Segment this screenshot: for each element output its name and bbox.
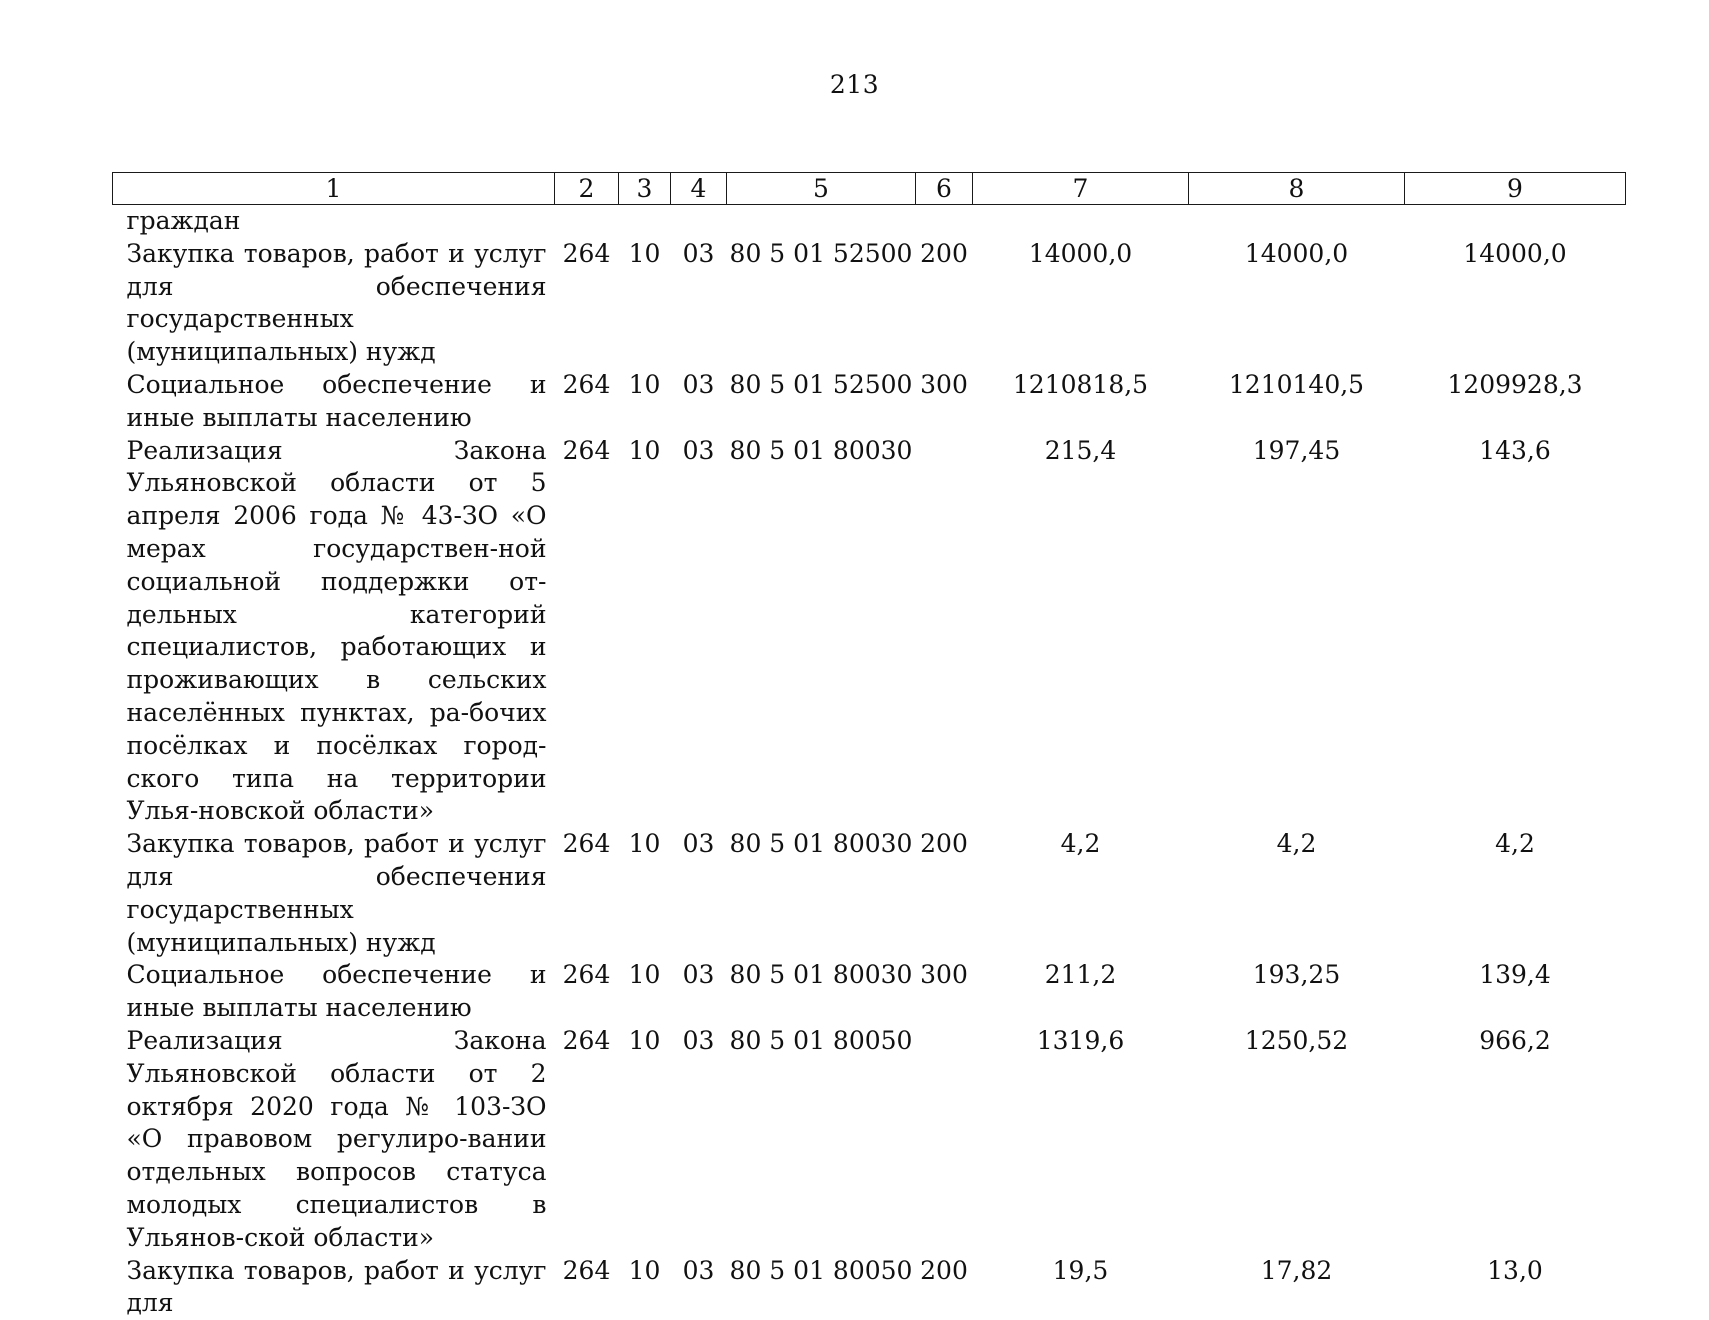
header-col-7: 7 <box>973 173 1189 205</box>
table-row <box>113 205 1626 238</box>
row-col-3 <box>619 205 671 238</box>
header-col-9: 9 <box>1405 173 1626 205</box>
table-row <box>113 959 1626 1025</box>
row-col-3: 10 <box>619 1255 671 1320</box>
row-name: Социальное обеспечение и иные выплаты населению <box>113 959 555 1025</box>
row-col-7: 215,4 <box>973 435 1189 829</box>
row-col-2 <box>555 205 619 238</box>
row-col-9: 139,4 <box>1405 959 1626 1025</box>
row-col-3: 10 <box>619 1025 671 1255</box>
row-col-6: 300 <box>916 369 973 435</box>
row-col-6 <box>916 1025 973 1255</box>
row-name: Социальное обеспечение и иные выплаты населению <box>113 369 555 435</box>
header-col-4: 4 <box>671 173 727 205</box>
row-col-5: 80 5 01 80030 <box>727 959 916 1025</box>
row-col-5: 80 5 01 52500 <box>727 369 916 435</box>
row-col-5 <box>727 205 916 238</box>
row-col-9: 14000,0 <box>1405 238 1626 369</box>
row-col-4: 03 <box>671 238 727 369</box>
row-col-2: 264 <box>555 1025 619 1255</box>
row-col-4: 03 <box>671 1255 727 1320</box>
row-name: Реализация Закона Ульяновской области от 2 октября 2020 года № 103-ЗО «О правовом регулиро-вании отдельных вопросов статуса молодых специалистов в Ульянов-ской области» <box>113 1025 555 1255</box>
row-col-9: 4,2 <box>1405 828 1626 959</box>
row-col-5: 80 5 01 52500 <box>727 238 916 369</box>
row-col-4: 03 <box>671 435 727 829</box>
row-col-4: 03 <box>671 828 727 959</box>
header-col-3: 3 <box>619 173 671 205</box>
header-col-5: 5 <box>727 173 916 205</box>
row-col-8: 14000,0 <box>1189 238 1405 369</box>
row-col-4: 03 <box>671 1025 727 1255</box>
row-name: Закупка товаров, работ и услуг для обеспечения государственных (муниципальных) нужд <box>113 238 555 369</box>
row-col-8: 1250,52 <box>1189 1025 1405 1255</box>
row-col-9 <box>1405 205 1626 238</box>
row-col-9: 13,0 <box>1405 1255 1626 1320</box>
row-col-7: 1319,6 <box>973 1025 1189 1255</box>
table-body <box>113 205 1626 1320</box>
row-col-7: 4,2 <box>973 828 1189 959</box>
budget-table <box>112 172 1626 1320</box>
row-col-8: 197,45 <box>1189 435 1405 829</box>
row-col-9: 966,2 <box>1405 1025 1626 1255</box>
row-col-9: 143,6 <box>1405 435 1626 829</box>
row-col-4 <box>671 205 727 238</box>
row-col-7 <box>973 205 1189 238</box>
row-col-2: 264 <box>555 435 619 829</box>
table-header <box>113 173 1626 205</box>
row-col-3: 10 <box>619 238 671 369</box>
row-col-7: 211,2 <box>973 959 1189 1025</box>
row-col-5: 80 5 01 80050 <box>727 1025 916 1255</box>
row-col-5: 80 5 01 80030 <box>727 435 916 829</box>
row-col-3: 10 <box>619 959 671 1025</box>
row-col-6 <box>916 435 973 829</box>
row-col-4: 03 <box>671 369 727 435</box>
table-row <box>113 238 1626 369</box>
row-col-3: 10 <box>619 828 671 959</box>
row-col-9: 1209928,3 <box>1405 369 1626 435</box>
header-col-6: 6 <box>916 173 973 205</box>
header-col-8: 8 <box>1189 173 1405 205</box>
row-col-4: 03 <box>671 959 727 1025</box>
row-col-5: 80 5 01 80050 <box>727 1255 916 1320</box>
header-col-1: 1 <box>113 173 555 205</box>
row-col-8: 17,82 <box>1189 1255 1405 1320</box>
row-col-6: 200 <box>916 238 973 369</box>
row-col-6: 300 <box>916 959 973 1025</box>
row-col-7: 1210818,5 <box>973 369 1189 435</box>
row-name: Реализация Закона Ульяновской области от 5 апреля 2006 года № 43-ЗО «О мерах государствен-ной социальной поддержки от-дельных категорий специалистов, работающих и проживающих в сельских населённых пунктах, ра-бочих посёлках и посёлках город-ского типа на территории Улья-новской области» <box>113 435 555 829</box>
table-row <box>113 828 1626 959</box>
row-col-7: 14000,0 <box>973 238 1189 369</box>
row-col-8: 1210140,5 <box>1189 369 1405 435</box>
row-col-3: 10 <box>619 435 671 829</box>
table-row <box>113 435 1626 829</box>
row-col-2: 264 <box>555 369 619 435</box>
header-col-2: 2 <box>555 173 619 205</box>
row-col-8: 4,2 <box>1189 828 1405 959</box>
row-col-8: 193,25 <box>1189 959 1405 1025</box>
row-name: Закупка товаров, работ и услуг для <box>113 1255 555 1320</box>
row-col-6: 200 <box>916 1255 973 1320</box>
row-col-8 <box>1189 205 1405 238</box>
row-name: граждан <box>113 205 555 238</box>
row-col-3: 10 <box>619 369 671 435</box>
row-col-5: 80 5 01 80030 <box>727 828 916 959</box>
row-col-2: 264 <box>555 959 619 1025</box>
table-row <box>113 369 1626 435</box>
row-col-2: 264 <box>555 828 619 959</box>
table-row <box>113 1025 1626 1255</box>
row-col-7: 19,5 <box>973 1255 1189 1320</box>
page-number: 213 <box>0 70 1709 99</box>
row-name: Закупка товаров, работ и услуг для обеспечения государственных (муниципальных) нужд <box>113 828 555 959</box>
row-col-6 <box>916 205 973 238</box>
row-col-6: 200 <box>916 828 973 959</box>
table-row <box>113 1255 1626 1320</box>
row-col-2: 264 <box>555 238 619 369</box>
row-col-2: 264 <box>555 1255 619 1320</box>
header-row <box>113 173 1626 205</box>
